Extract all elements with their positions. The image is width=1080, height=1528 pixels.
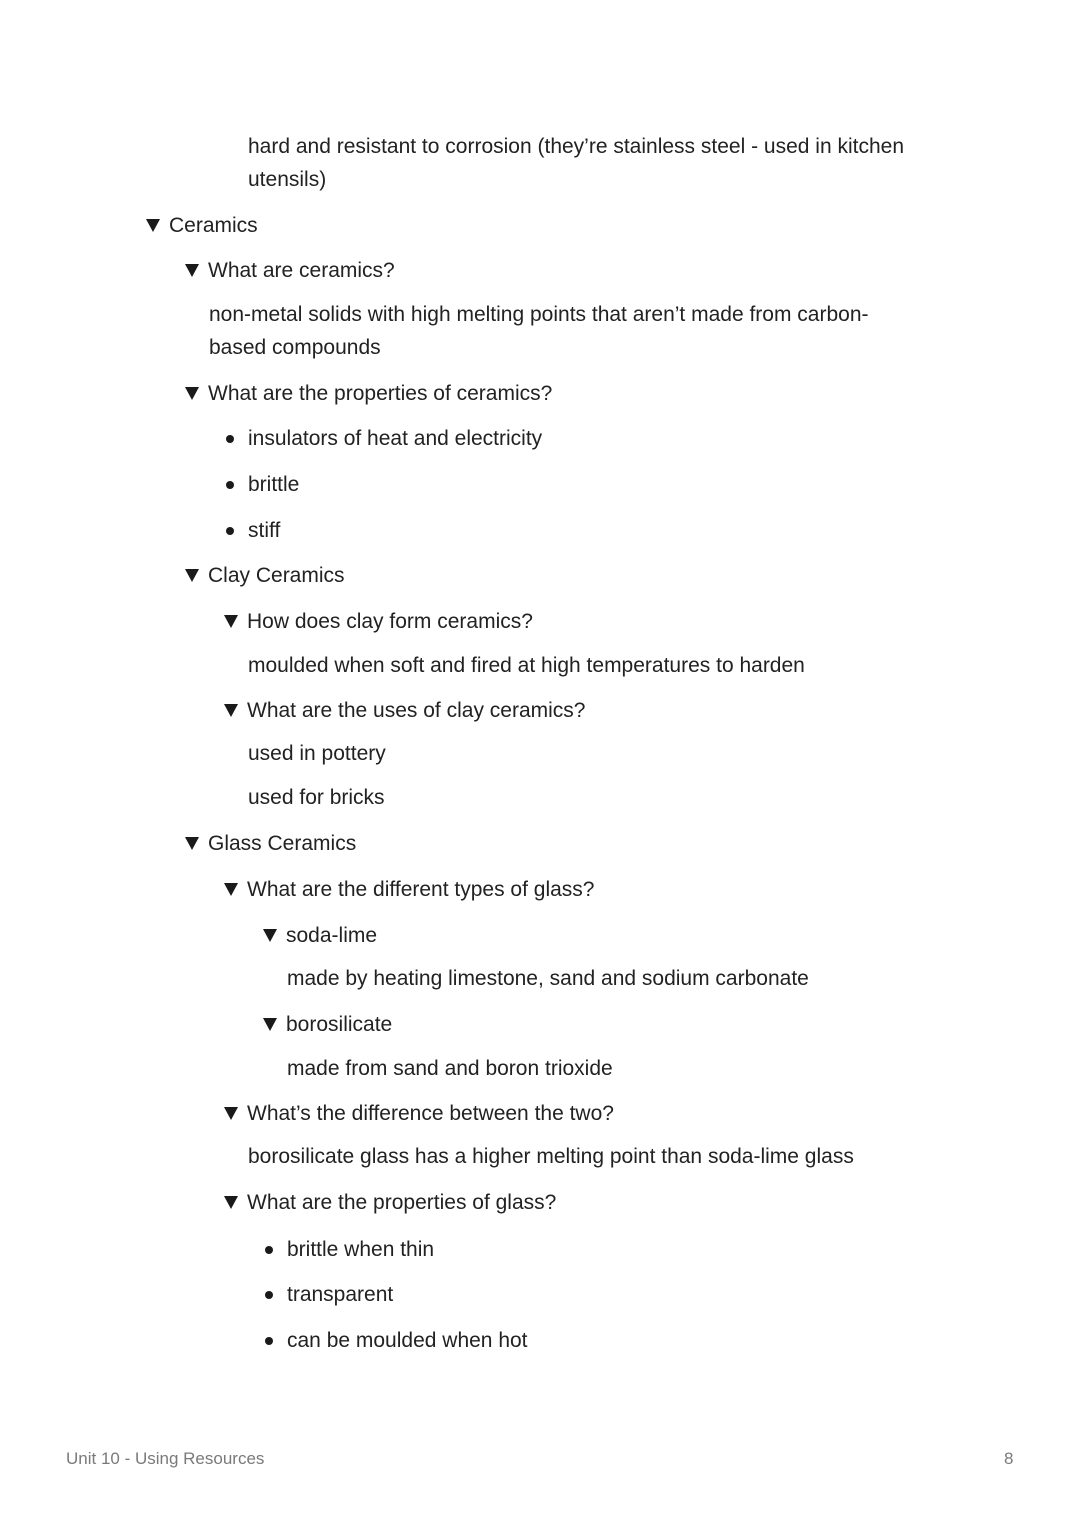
answer-text: moulded when soft and fired at high temperatures to harden — [248, 654, 805, 677]
toggle-triangle-icon[interactable] — [224, 1196, 238, 1209]
toggle-question[interactable]: What are ceramics? — [208, 259, 395, 282]
toggle-triangle-icon[interactable] — [146, 219, 160, 232]
answer-text: non-metal solids with high melting points that aren’t made from carbon- — [209, 303, 869, 326]
toggle-heading-ceramics[interactable]: Ceramics — [169, 214, 258, 237]
toggle-triangle-icon[interactable] — [263, 1018, 277, 1031]
toggle-question[interactable]: What’s the difference between the two? — [247, 1102, 614, 1125]
toggle-borosilicate[interactable]: borosilicate — [286, 1013, 393, 1036]
toggle-triangle-icon[interactable] — [185, 837, 199, 850]
toggle-triangle-icon[interactable] — [224, 883, 238, 896]
bullet-icon — [265, 1246, 273, 1254]
toggle-question[interactable]: What are the different types of glass? — [247, 878, 595, 901]
toggle-heading-glass[interactable]: Glass Ceramics — [208, 832, 357, 855]
bullet-icon — [226, 435, 234, 443]
bullet-icon — [226, 527, 234, 535]
toggle-triangle-icon[interactable] — [224, 704, 238, 717]
bullet-icon — [265, 1337, 273, 1345]
list-item: stiff — [248, 519, 281, 542]
toggle-triangle-icon[interactable] — [185, 387, 199, 400]
answer-text: used for bricks — [248, 786, 385, 809]
list-item: insulators of heat and electricity — [248, 427, 543, 450]
answer-text: borosilicate glass has a higher melting point than soda-lime glass — [248, 1145, 854, 1168]
list-item: brittle — [248, 473, 300, 496]
list-item: transparent — [287, 1283, 394, 1306]
toggle-triangle-icon[interactable] — [185, 569, 199, 582]
footer-unit-title: Unit 10 - Using Resources — [66, 1449, 265, 1468]
toggle-triangle-icon[interactable] — [224, 615, 238, 628]
answer-text: made by heating limestone, sand and sodium carbonate — [287, 967, 809, 990]
answer-text: made from sand and boron trioxide — [287, 1057, 613, 1080]
toggle-question[interactable]: How does clay form ceramics? — [247, 610, 533, 633]
page-number: 8 — [1004, 1449, 1014, 1468]
toggle-question[interactable]: What are the properties of ceramics? — [208, 382, 553, 405]
answer-text: based compounds — [209, 336, 381, 359]
toggle-triangle-icon[interactable] — [263, 929, 277, 942]
toggle-soda-lime[interactable]: soda-lime — [286, 924, 378, 947]
continuation-text: hard and resistant to corrosion (they’re stainless steel - used in kitchen — [248, 135, 904, 158]
bullet-icon — [265, 1291, 273, 1299]
toggle-question[interactable]: What are the uses of clay ceramics? — [247, 699, 586, 722]
toggle-triangle-icon[interactable] — [224, 1107, 238, 1120]
answer-text: used in pottery — [248, 742, 386, 765]
toggle-triangle-icon[interactable] — [185, 264, 199, 277]
continuation-text: utensils) — [248, 168, 327, 191]
toggle-heading-clay[interactable]: Clay Ceramics — [208, 564, 345, 587]
bullet-icon — [226, 481, 234, 489]
toggle-question[interactable]: What are the properties of glass? — [247, 1191, 557, 1214]
list-item: can be moulded when hot — [287, 1329, 528, 1352]
list-item: brittle when thin — [287, 1238, 435, 1261]
